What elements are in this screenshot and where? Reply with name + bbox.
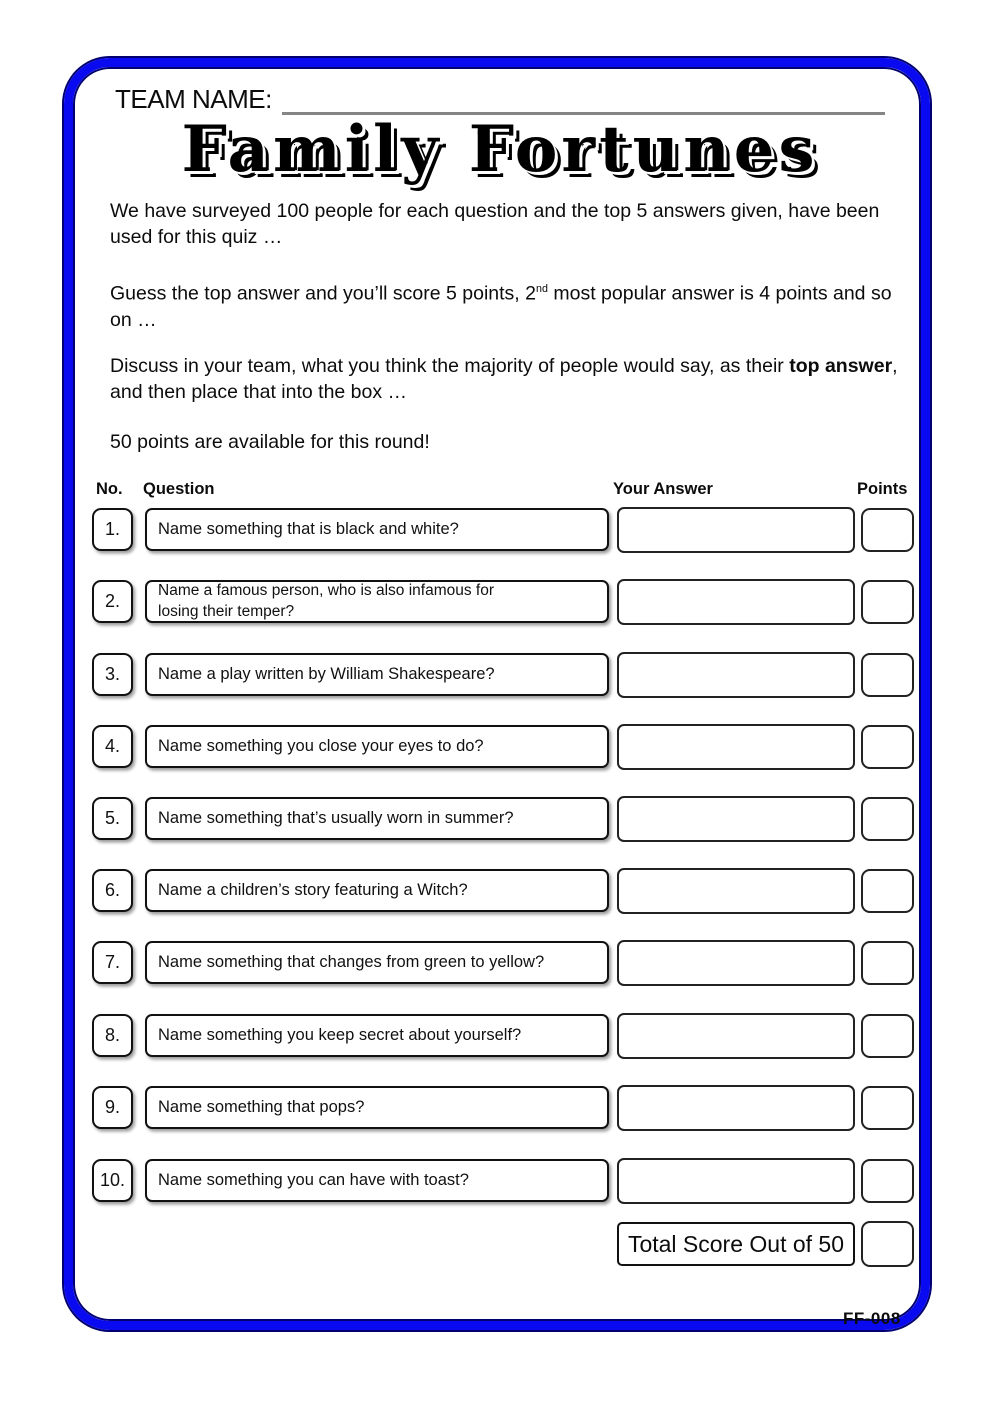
team-name-label: TEAM NAME:	[115, 84, 272, 114]
points-available-line: 50 points are available for this round!	[110, 431, 430, 453]
sheet-code: FF-008	[843, 1309, 901, 1328]
question-number-box	[92, 508, 133, 551]
question-row	[0, 725, 992, 770]
question-row	[0, 653, 992, 698]
question-text-box	[145, 725, 609, 768]
question-row	[0, 1014, 992, 1059]
question-text-box	[145, 941, 609, 984]
question-row	[0, 508, 992, 553]
question-text-box	[145, 1014, 609, 1057]
question-text-box	[145, 653, 609, 696]
question-text: Name a play written by William Shakespeare?	[158, 665, 495, 683]
question-text: Name something that changes from green to yellow?	[158, 953, 545, 971]
question-number: 4.	[104, 736, 120, 756]
header-points: Points	[857, 480, 908, 498]
points-input-box[interactable]	[861, 941, 914, 985]
question-number-box	[92, 1086, 133, 1129]
points-input-box[interactable]	[861, 797, 914, 841]
question-row	[0, 941, 992, 986]
answer-input-box[interactable]	[617, 940, 855, 986]
question-number: 10.	[99, 1170, 126, 1190]
header-question: Question	[143, 480, 215, 498]
question-number: 3.	[104, 664, 120, 684]
question-text-box	[145, 1159, 609, 1202]
question-row	[0, 1159, 992, 1204]
answer-input-box[interactable]	[617, 652, 855, 698]
question-number: 7.	[104, 952, 120, 972]
total-score-row	[0, 1222, 992, 1268]
total-score-label: Total Score Out of 50	[627, 1230, 845, 1257]
team-name-row	[115, 84, 885, 115]
question-number-box	[92, 725, 133, 768]
question-number-box	[92, 797, 133, 840]
points-input-box[interactable]	[861, 725, 914, 769]
points-input-box[interactable]	[861, 508, 914, 552]
scoring-text: Guess the top answer and you’ll score 5 points, 2	[110, 282, 536, 305]
points-input-box[interactable]	[861, 653, 914, 697]
discuss-text: Discuss in your team, what you think the majority of people would say, as their	[110, 355, 790, 377]
question-row	[0, 797, 992, 842]
question-number-box	[92, 941, 133, 984]
answer-input-box[interactable]	[617, 507, 855, 553]
answer-input-box[interactable]	[617, 796, 855, 842]
header-no: No.	[96, 480, 123, 498]
question-row	[0, 869, 992, 914]
question-text: Name something you can have with toast?	[158, 1171, 469, 1189]
question-rows	[0, 508, 992, 1238]
question-number: 9.	[104, 1097, 120, 1117]
answer-input-box[interactable]	[617, 579, 855, 625]
discuss-text-cont: , and then place that into the box …	[110, 355, 898, 403]
page-title: Family Fortunes	[181, 112, 819, 187]
total-points-input-box[interactable]	[861, 1221, 914, 1267]
intro-paragraph: We have surveyed 100 people for each question and the top 5 answers given, have been used for this quiz …	[110, 200, 880, 248]
question-number: 2.	[104, 591, 120, 611]
answer-input-box[interactable]	[617, 868, 855, 914]
answer-input-box[interactable]	[617, 1013, 855, 1059]
question-text: Name a children’s story featuring a Witch?	[158, 881, 468, 899]
question-text-box	[145, 1086, 609, 1129]
question-number-box	[92, 1159, 133, 1202]
question-number: 1.	[104, 519, 120, 539]
question-text-box	[145, 869, 609, 912]
discuss-bold-phrase: top answer	[789, 355, 893, 377]
question-number: 6.	[104, 880, 120, 900]
answer-input-box[interactable]	[617, 724, 855, 770]
question-text: Name a famous person, who is also infamous for losing their temper?	[158, 581, 494, 620]
question-row	[0, 580, 992, 625]
question-text: Name something you keep secret about yourself?	[158, 1026, 522, 1044]
question-text-box	[145, 508, 609, 551]
answer-input-box[interactable]	[617, 1085, 855, 1131]
points-input-box[interactable]	[861, 869, 914, 913]
question-text: Name something you close your eyes to do?	[158, 737, 484, 755]
question-text-box	[145, 797, 609, 840]
table-header	[0, 480, 992, 500]
points-input-box[interactable]	[861, 1014, 914, 1058]
question-text: Name something that pops?	[158, 1098, 365, 1116]
question-number-box	[92, 653, 133, 696]
question-number: 8.	[104, 1025, 120, 1045]
points-input-box[interactable]	[861, 1086, 914, 1130]
points-input-box[interactable]	[861, 580, 914, 624]
scoring-text-cont: most popular answer is 4 points and so on …	[110, 282, 892, 331]
points-input-box[interactable]	[861, 1159, 914, 1203]
total-score-label-box	[617, 1222, 855, 1266]
question-number-box	[92, 1014, 133, 1057]
question-text-box	[145, 580, 609, 623]
ordinal-superscript: nd	[536, 283, 548, 295]
question-text: Name something that’s usually worn in summer?	[158, 809, 514, 827]
question-number: 5.	[104, 808, 120, 828]
question-number-box	[92, 580, 133, 623]
scoring-paragraph	[110, 276, 910, 333]
header-your-answer: Your Answer	[613, 480, 713, 498]
discuss-paragraph	[110, 353, 910, 405]
answer-input-box[interactable]	[617, 1158, 855, 1204]
question-row	[0, 1086, 992, 1131]
question-number-box	[92, 869, 133, 912]
question-text: Name something that is black and white?	[158, 520, 459, 538]
